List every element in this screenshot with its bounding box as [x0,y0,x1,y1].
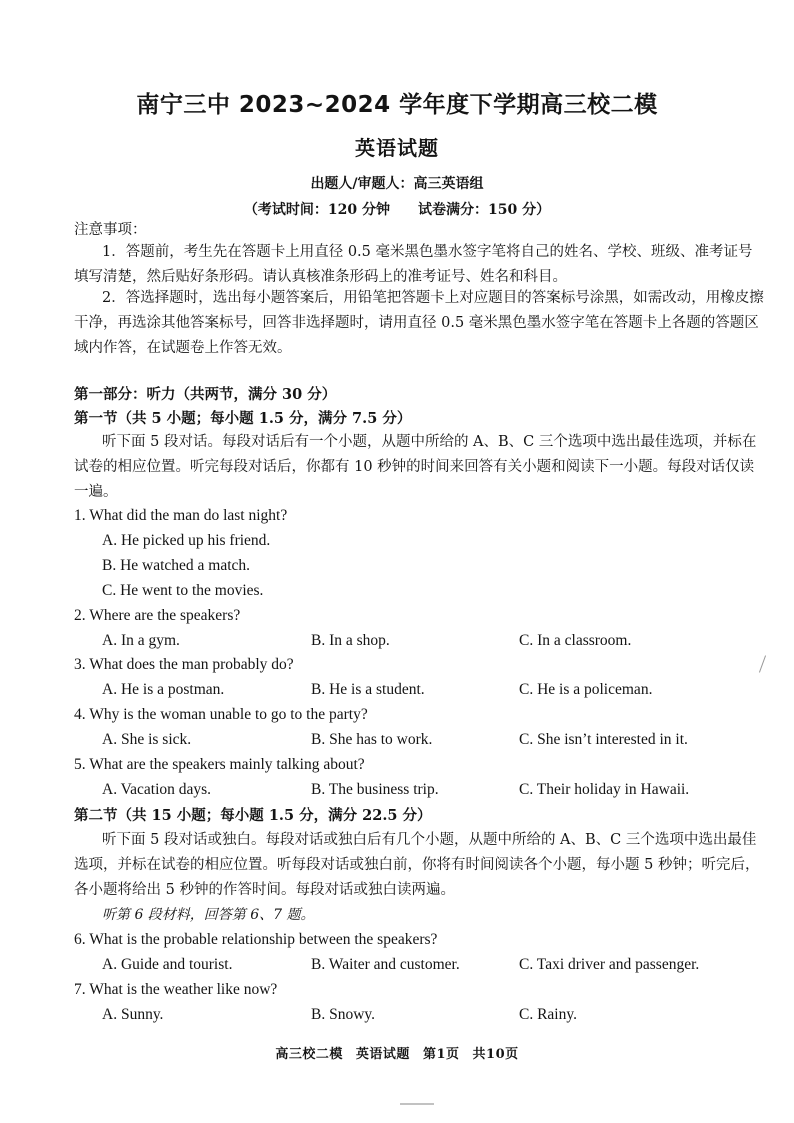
footer-page-number: 第1页 [422,1047,460,1062]
footer-page-total: 共10页 [472,1047,519,1062]
question-setters: 出题人/审题人：高三英语组 [310,176,484,192]
question-5-option-a: A. Vacation days. [102,781,212,798]
question-6-option-c: C. Taxi driver and passenger. [519,956,700,973]
question-7-stem: 7. What is the weather like now? [74,981,278,998]
section2-directions: 听下面 5 段对话或独白。每段对话或独白后有几个小题，从题中所给的 A、B、C 三个选项中选出最佳选项，并标在试卷的相应位置。听每段对话或独白前，你将有时间阅读各个小题，每小题 5 秒钟；听完后，各小题将给出 5 秒钟的作答时间。每段对话或独白读两遍。 [74,832,760,898]
question-4-option-b: B. She has to work. [311,731,433,748]
question-1-option-b: B. He watched a match. [102,557,251,574]
scan-mark [400,1103,434,1105]
question-1-stem: 1. What did the man do last night? [74,507,288,524]
question-6-option-a: A. Guide and tourist. [102,956,233,973]
page-footer [0,1043,794,1062]
notes-heading: 注意事项： [74,222,147,238]
section1-heading: 第一节（共 5 小题；每小题 1.5 分，满分 7.5 分） [74,410,412,427]
exam-subtitle: 英语试题 [355,136,439,160]
question-4-stem: 4. Why is the woman unable to go to the party? [74,706,368,723]
footer-exam: 高三校二模 [275,1047,343,1062]
question-2-option-b: B. In a shop. [311,632,390,649]
question-3-option-b: B. He is a student. [311,681,425,698]
question-1-option-c: C. He went to the movies. [102,582,264,599]
question-7-option-b: B. Snowy. [311,1006,376,1023]
question-4-option-c: C. She isn’t interested in it. [519,731,688,748]
material-6-note: 听第 6 段材料，回答第 6、7 题。 [102,907,315,923]
exam-time-and-score: （考试时间：120 分钟 试卷满分：150 分） [243,202,551,218]
note-item-1: 1．答题前，考生先在答题卡上用直径 0.5 毫米黑色墨水签字笔将自己的姓名、学校、班级、准考证号填写清楚，然后贴好条形码。请认真核准条形码上的准考证号、姓名和科目。 [74,244,753,285]
section1-directions: 听下面 5 段对话。每段对话后有一个小题，从题中所给的 A、B、C 三个选项中选出最佳选项，并标在试卷的相应位置。听完每段对话后，你都有 10 秒钟的时间来回答有关小题和阅读下一小题。每段对话仅读一遍。 [74,434,757,500]
exam-title: 南宁三中 2023~2024 学年度下学期高三校二模 [136,92,658,118]
question-6-option-b: B. Waiter and customer. [311,956,460,973]
scan-mark [759,655,766,672]
question-1-option-a: A. He picked up his friend. [102,532,271,549]
question-2-stem: 2. Where are the speakers? [74,607,241,624]
question-5-option-b: B. The business trip. [311,781,439,798]
question-5-option-c: C. Their holiday in Hawaii. [519,781,690,798]
question-5-stem: 5. What are the speakers mainly talking about? [74,756,365,773]
question-2-option-a: A. In a gym. [102,632,180,649]
note-item-2: 2．答选择题时，选出每小题答案后，用铅笔把答题卡上对应题目的答案标号涂黑，如需改动，用橡皮擦干净，再选涂其他答案标号，回答非选择题时，请用直径 0.5 毫米黑色墨水签字笔在答题卡上各题的答题区域内作答，在试题卷上作答无效。 [74,290,764,356]
question-6-stem: 6. What is the probable relationship between the speakers? [74,931,438,948]
question-7-option-c: C. Rainy. [519,1006,577,1023]
question-4-option-a: A. She is sick. [102,731,192,748]
section2-heading: 第二节（共 15 小题；每小题 1.5 分，满分 22.5 分） [74,807,432,824]
question-3-stem: 3. What does the man probably do? [74,656,294,673]
question-7-option-a: A. Sunny. [102,1006,164,1023]
question-2-option-c: C. In a classroom. [519,632,632,649]
footer-subject: 英语试题 [355,1047,410,1062]
question-3-option-a: A. He is a postman. [102,681,225,698]
part1-heading: 第一部分：听力（共两节，满分 30 分） [74,386,337,403]
question-3-option-c: C. He is a policeman. [519,681,653,698]
